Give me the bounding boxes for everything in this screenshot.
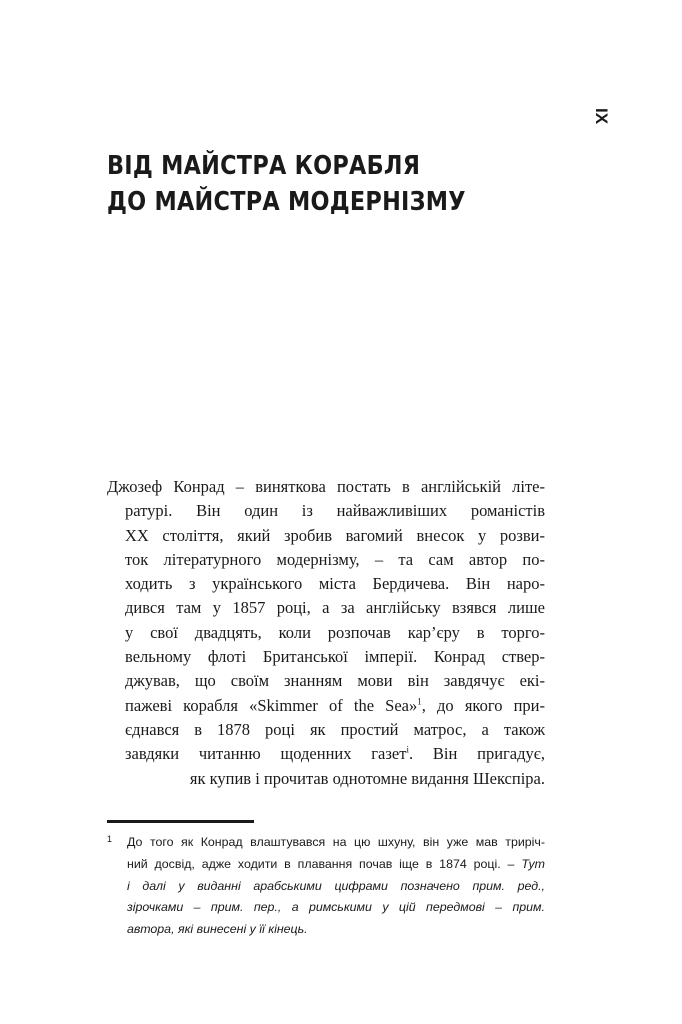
footnote-ref-1[interactable]: 1 (417, 696, 422, 707)
body-line: у свої двадцять, коли розпочав кар’єру в торго- (125, 622, 545, 642)
chapter-title-line-1: ВІД МАЙСТРА КОРАБЛЯ (107, 151, 421, 181)
footnote-segment-italic: Тут (521, 856, 545, 871)
page-number: IX (592, 107, 611, 125)
footnote-divider (107, 820, 254, 823)
chapter-title-line-2: ДО МАЙСТРА МОДЕРНІЗМУ (107, 187, 466, 217)
footnote-line: автора, які винесені у її кінець. (127, 922, 308, 937)
footnote-text (127, 832, 545, 941)
body-text-segment: . Він пригадує, (408, 744, 545, 764)
footnote (107, 832, 545, 941)
body-line: ток літературного модернізму, – та сам автор по- (125, 549, 545, 569)
body-line: вельному флоті Британської імперії. Конрад ствер- (125, 647, 545, 667)
footnote-segment: ний досвід, адже ходити в плавання почав іще в 1874 році. – (127, 856, 522, 871)
body-line (107, 694, 545, 718)
endnote-ref-i[interactable]: i (406, 744, 409, 755)
footnote-line: До того як Конрад влаштувався на цю шхуну, він уже мав триріч- (127, 835, 545, 849)
body-line: ходить з українського міста Бердичева. Він наро- (125, 574, 545, 594)
body-line: XX століття, який зробив вагомий внесок у розви- (125, 525, 545, 545)
body-paragraph (107, 475, 545, 791)
body-line: Джозеф Конрад – виняткова постать в англійській літе- (107, 477, 545, 496)
body-text-segment: завдяки читанню щоденних газет (125, 744, 407, 764)
body-line: ратурі. Він один із найважливіших романістів (125, 501, 545, 521)
body-text-segment: пажеві корабля «Skimmer of the Sea» (125, 695, 418, 715)
body-line: джував, що своїм знанням мови він завдячує екі- (125, 671, 545, 691)
body-line: як купив і прочитав однотомне видання Шекспіра. (189, 768, 545, 788)
footnote-marker: 1 (107, 834, 113, 844)
body-line: єднався в 1878 році як простий матрос, а також (125, 719, 545, 739)
footnote-line (127, 854, 545, 876)
footnote-line: зірочками – прим. пер., а римськими у цій передмові – прим. (127, 900, 545, 915)
body-text-segment: , до якого при- (421, 695, 545, 715)
body-line: дився там у 1857 році, а за англійську взявся лише (125, 598, 545, 618)
footnote-line: і далі у виданні арабськими цифрами позначено прим. ред., (127, 878, 545, 893)
chapter-title (107, 148, 511, 220)
body-line (107, 742, 545, 766)
